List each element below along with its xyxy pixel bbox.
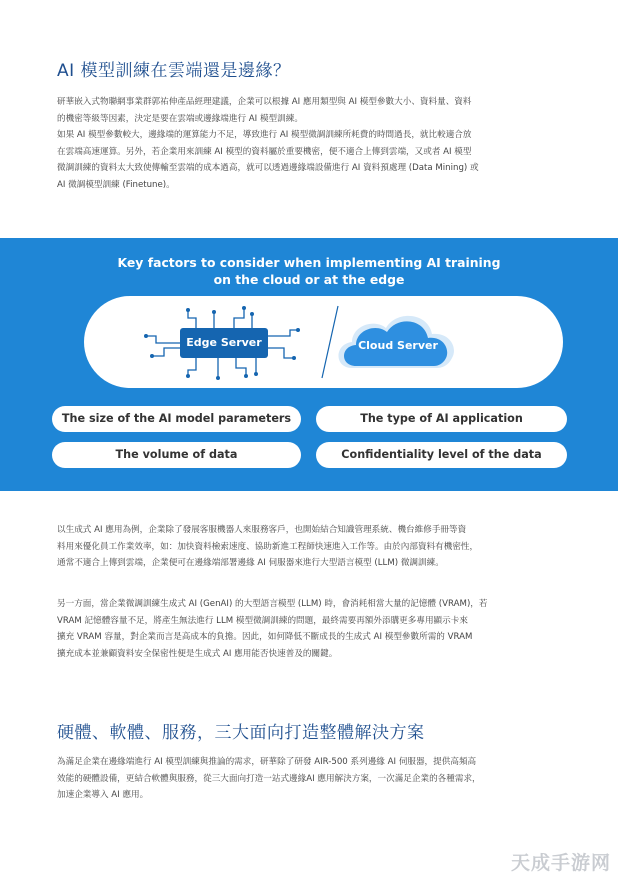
genai-paragraph-2 [57, 596, 565, 662]
text-line: VRAM 記憶體容量不足，將產生無法進行 LLM 模型微調訓練的問題，最終需要再額外添購更多專用顯示卡來 [57, 615, 468, 626]
intro-paragraph [57, 94, 565, 194]
text-line: 另一方面，當企業微調訓練生成式 AI (GenAI) 的大型語言模型 (LLM) 時，會消耗相當大量的記憶體 (VRAM)，若 [57, 599, 488, 609]
text-line: 研華嵌入式物聯網事業群郭祐伸產品經理建議，企業可以根據 AI 應用類型與 AI 模型參數大小、資料量、資料 [57, 97, 472, 107]
infographic-title [0, 254, 618, 288]
infographic-title-line: on the cloud or at the edge [213, 272, 405, 287]
watermark: 天成手游网 [511, 852, 612, 874]
text-line: 通常不適合上傳到雲端，企業便可在邊緣端部署邊緣 AI 伺服器來進行大型語言模型 (LLM) 微調訓練。 [57, 558, 444, 569]
factor-data-volume: The volume of data [52, 442, 301, 468]
text-line: 擴充成本並兼顧資料安全保密性便是生成式 AI 應用能否快速普及的關鍵。 [57, 648, 338, 659]
divider-slash [322, 306, 338, 378]
text-line: AI 微調模型訓練 (Finetune)。 [57, 179, 175, 190]
text-line: 微調訓練的資料太大致使傳輸至雲端的成本過高，就可以透過邊緣端設備進行 AI 資料預處理 (Data Mining) 或 [57, 163, 479, 174]
text-line: 為滿足企業在邊緣端進行 AI 模型訓練與推論的需求，研華除了研發 AIR-500 系列邊緣 AI 伺服器，提供高頻高 [57, 757, 477, 767]
edge-server-box: Edge Server [180, 328, 268, 358]
text-line: 以生成式 AI 應用為例，企業除了發展客服機器人來服務客戶，也開始結合知識管理系統、機台維修手冊等資 [57, 525, 467, 535]
text-line: 效能的硬體設備，更結合軟體與服務，從三大面向打造一站式邊緣AI 應用解決方案，一次滿足企業的各種需求， [57, 773, 481, 784]
text-line: 料用來優化員工作業效率，如：加快資料檢索速度、協助新進工程師快速進入工作等。由於內部資料有機密性， [57, 541, 479, 552]
factor-data-confidentiality: Confidentiality level of the data [316, 442, 567, 468]
infographic-title-line: Key factors to consider when implementing AI training [117, 255, 501, 270]
text-line: 加速企業導入 AI 應用。 [57, 790, 149, 801]
section-heading-cloud-or-edge: AI 模型訓練在雲端還是邊緣？ [57, 61, 291, 81]
solution-paragraph [57, 754, 565, 804]
text-line: 如果 AI 模型參數較大，邊緣端的運算能力不足，導致進行 AI 模型微調訓練所耗費的時間過長，就比較適合放 [57, 130, 472, 141]
section-heading-solution: 硬體、軟體、服務，三大面向打造整體解決方案 [57, 723, 425, 743]
factor-application-type: The type of AI application [316, 406, 567, 432]
cloud-server-label: Cloud Server [358, 339, 438, 352]
text-line: 擴充 VRAM 容量，對企業而言是高成本的負擔。因此，如何降低不斷成長的生成式 AI 模型參數所需的 VRAM [57, 632, 473, 643]
key-factors-infographic [0, 238, 618, 491]
genai-paragraph-1 [57, 522, 565, 572]
text-line: 在雲端高速運算。另外，若企業用來訓練 AI 模型的資料屬於重要機密，便不適合上傳到雲端，又或者 AI 模型 [57, 146, 472, 157]
factor-model-parameters: The size of the AI model parameters [52, 406, 301, 432]
edge-cloud-graphic [84, 296, 563, 388]
text-line: 的機密等級等因素，決定是要在雲端或邊緣端進行 AI 模型訓練。 [57, 113, 303, 124]
edge-vs-cloud-panel [84, 296, 563, 388]
